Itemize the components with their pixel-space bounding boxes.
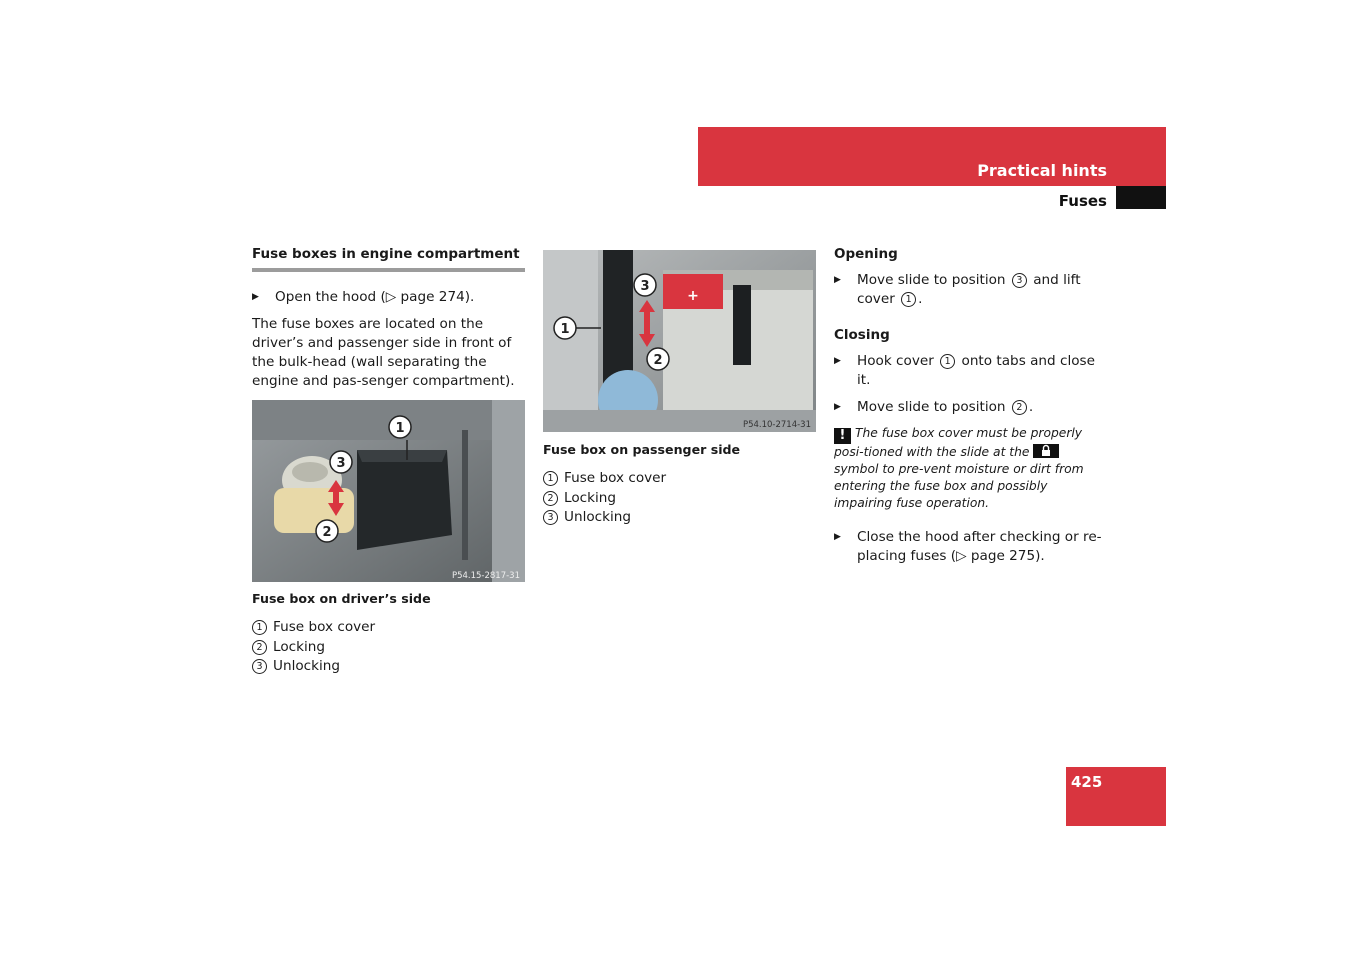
driver-side-fuse-box-photo <box>252 400 525 582</box>
opening-heading: Opening <box>834 246 898 262</box>
step-opening <box>834 271 1106 309</box>
step-text: Close the hood after checking or re-placing fuses (▷ page 275). <box>857 529 1102 564</box>
legend-item <box>543 489 816 509</box>
legend-item <box>252 618 525 638</box>
callout-number: 2 <box>1012 400 1027 415</box>
column-middle <box>543 250 816 528</box>
bullet-triangle-icon: ▶ <box>834 532 841 542</box>
location-paragraph: The fuse boxes are located on the driver’s and passenger side in front of the bulk-head (wall separating the engine and pas-senger compartment). <box>252 316 515 389</box>
text-run: . <box>918 291 923 307</box>
subsection-title: Fuses <box>1058 192 1107 210</box>
note-text: The fuse box cover must be properly posi-tioned with the slide at the <box>834 426 1083 459</box>
bullet-triangle-icon: ▶ <box>834 402 841 412</box>
legend-text: Fuse box cover <box>273 619 376 635</box>
text-run: and lift cover <box>857 272 1081 307</box>
legend-item <box>252 638 525 658</box>
callout-number: 1 <box>901 292 916 307</box>
legend-text: Locking <box>564 489 617 506</box>
legend-text: Unlocking <box>273 658 341 674</box>
text-run: . <box>1028 399 1034 415</box>
step-close-hood <box>834 528 1106 566</box>
header-black-tab <box>1116 186 1166 209</box>
closing-heading: Closing <box>834 327 890 343</box>
svg-text:2: 2 <box>322 525 332 540</box>
bullet-triangle-icon: ▶ <box>252 292 259 302</box>
legend-text: Unlocking <box>564 509 632 525</box>
photo-caption: Fuse box on driver’s side <box>252 591 431 606</box>
legend-item <box>543 469 816 489</box>
lock-icon <box>1033 444 1059 458</box>
svg-text:3: 3 <box>336 456 346 471</box>
bullet-triangle-icon: ▶ <box>834 356 841 366</box>
section-heading: Fuse boxes in engine compartment <box>252 246 525 272</box>
legend-item <box>252 657 525 677</box>
text-run: Hook cover <box>857 353 934 369</box>
photo-code: P54.15-2817-31 <box>451 571 520 581</box>
passenger-side-fuse-box-photo <box>543 250 816 432</box>
warning-note <box>834 425 1106 512</box>
step-closing-1 <box>834 352 1106 390</box>
warning-icon: ! <box>834 428 851 444</box>
callout-number: 1 <box>940 354 955 369</box>
step-text: Open the hood (▷ page 274). <box>275 289 475 305</box>
column-right <box>834 246 1106 574</box>
step-closing-2 <box>834 398 1106 417</box>
callout-number: 1 <box>543 471 558 486</box>
callout-number: 3 <box>543 510 558 525</box>
svg-text:+: + <box>687 288 699 304</box>
note-text: symbol to pre-vent moisture or dirt from entering the fuse box and possibly impairing fuse operation. <box>834 462 1084 510</box>
svg-text:3: 3 <box>640 279 650 294</box>
legend-list <box>252 618 525 677</box>
photo-code: P54.10-2714-31 <box>742 420 811 430</box>
legend-text: Locking <box>273 638 326 655</box>
svg-text:1: 1 <box>560 322 570 337</box>
section-title: Practical hints <box>977 161 1107 180</box>
callout-number: 2 <box>252 640 267 655</box>
svg-text:2: 2 <box>653 353 663 368</box>
callout-number: 2 <box>543 491 558 506</box>
callout-number: 3 <box>1012 273 1027 288</box>
svg-text:1: 1 <box>395 421 405 436</box>
callout-number: 1 <box>252 620 267 635</box>
step-text <box>857 352 1106 390</box>
text-run: Move slide to position <box>857 272 1006 288</box>
legend-list <box>543 469 816 528</box>
legend-item <box>543 508 816 528</box>
step-open-hood <box>252 288 525 307</box>
callout-number: 3 <box>252 659 267 674</box>
text-run: Move slide to position <box>857 399 1006 415</box>
photo-caption: Fuse box on passenger side <box>543 442 741 457</box>
step-text <box>857 271 1106 309</box>
legend-text: Fuse box cover <box>564 470 667 486</box>
text-run: onto tabs and close it. <box>857 353 1096 388</box>
bullet-triangle-icon: ▶ <box>834 275 841 285</box>
page-number: 425 <box>1071 773 1103 791</box>
step-text <box>857 398 1033 417</box>
column-left <box>252 246 525 677</box>
